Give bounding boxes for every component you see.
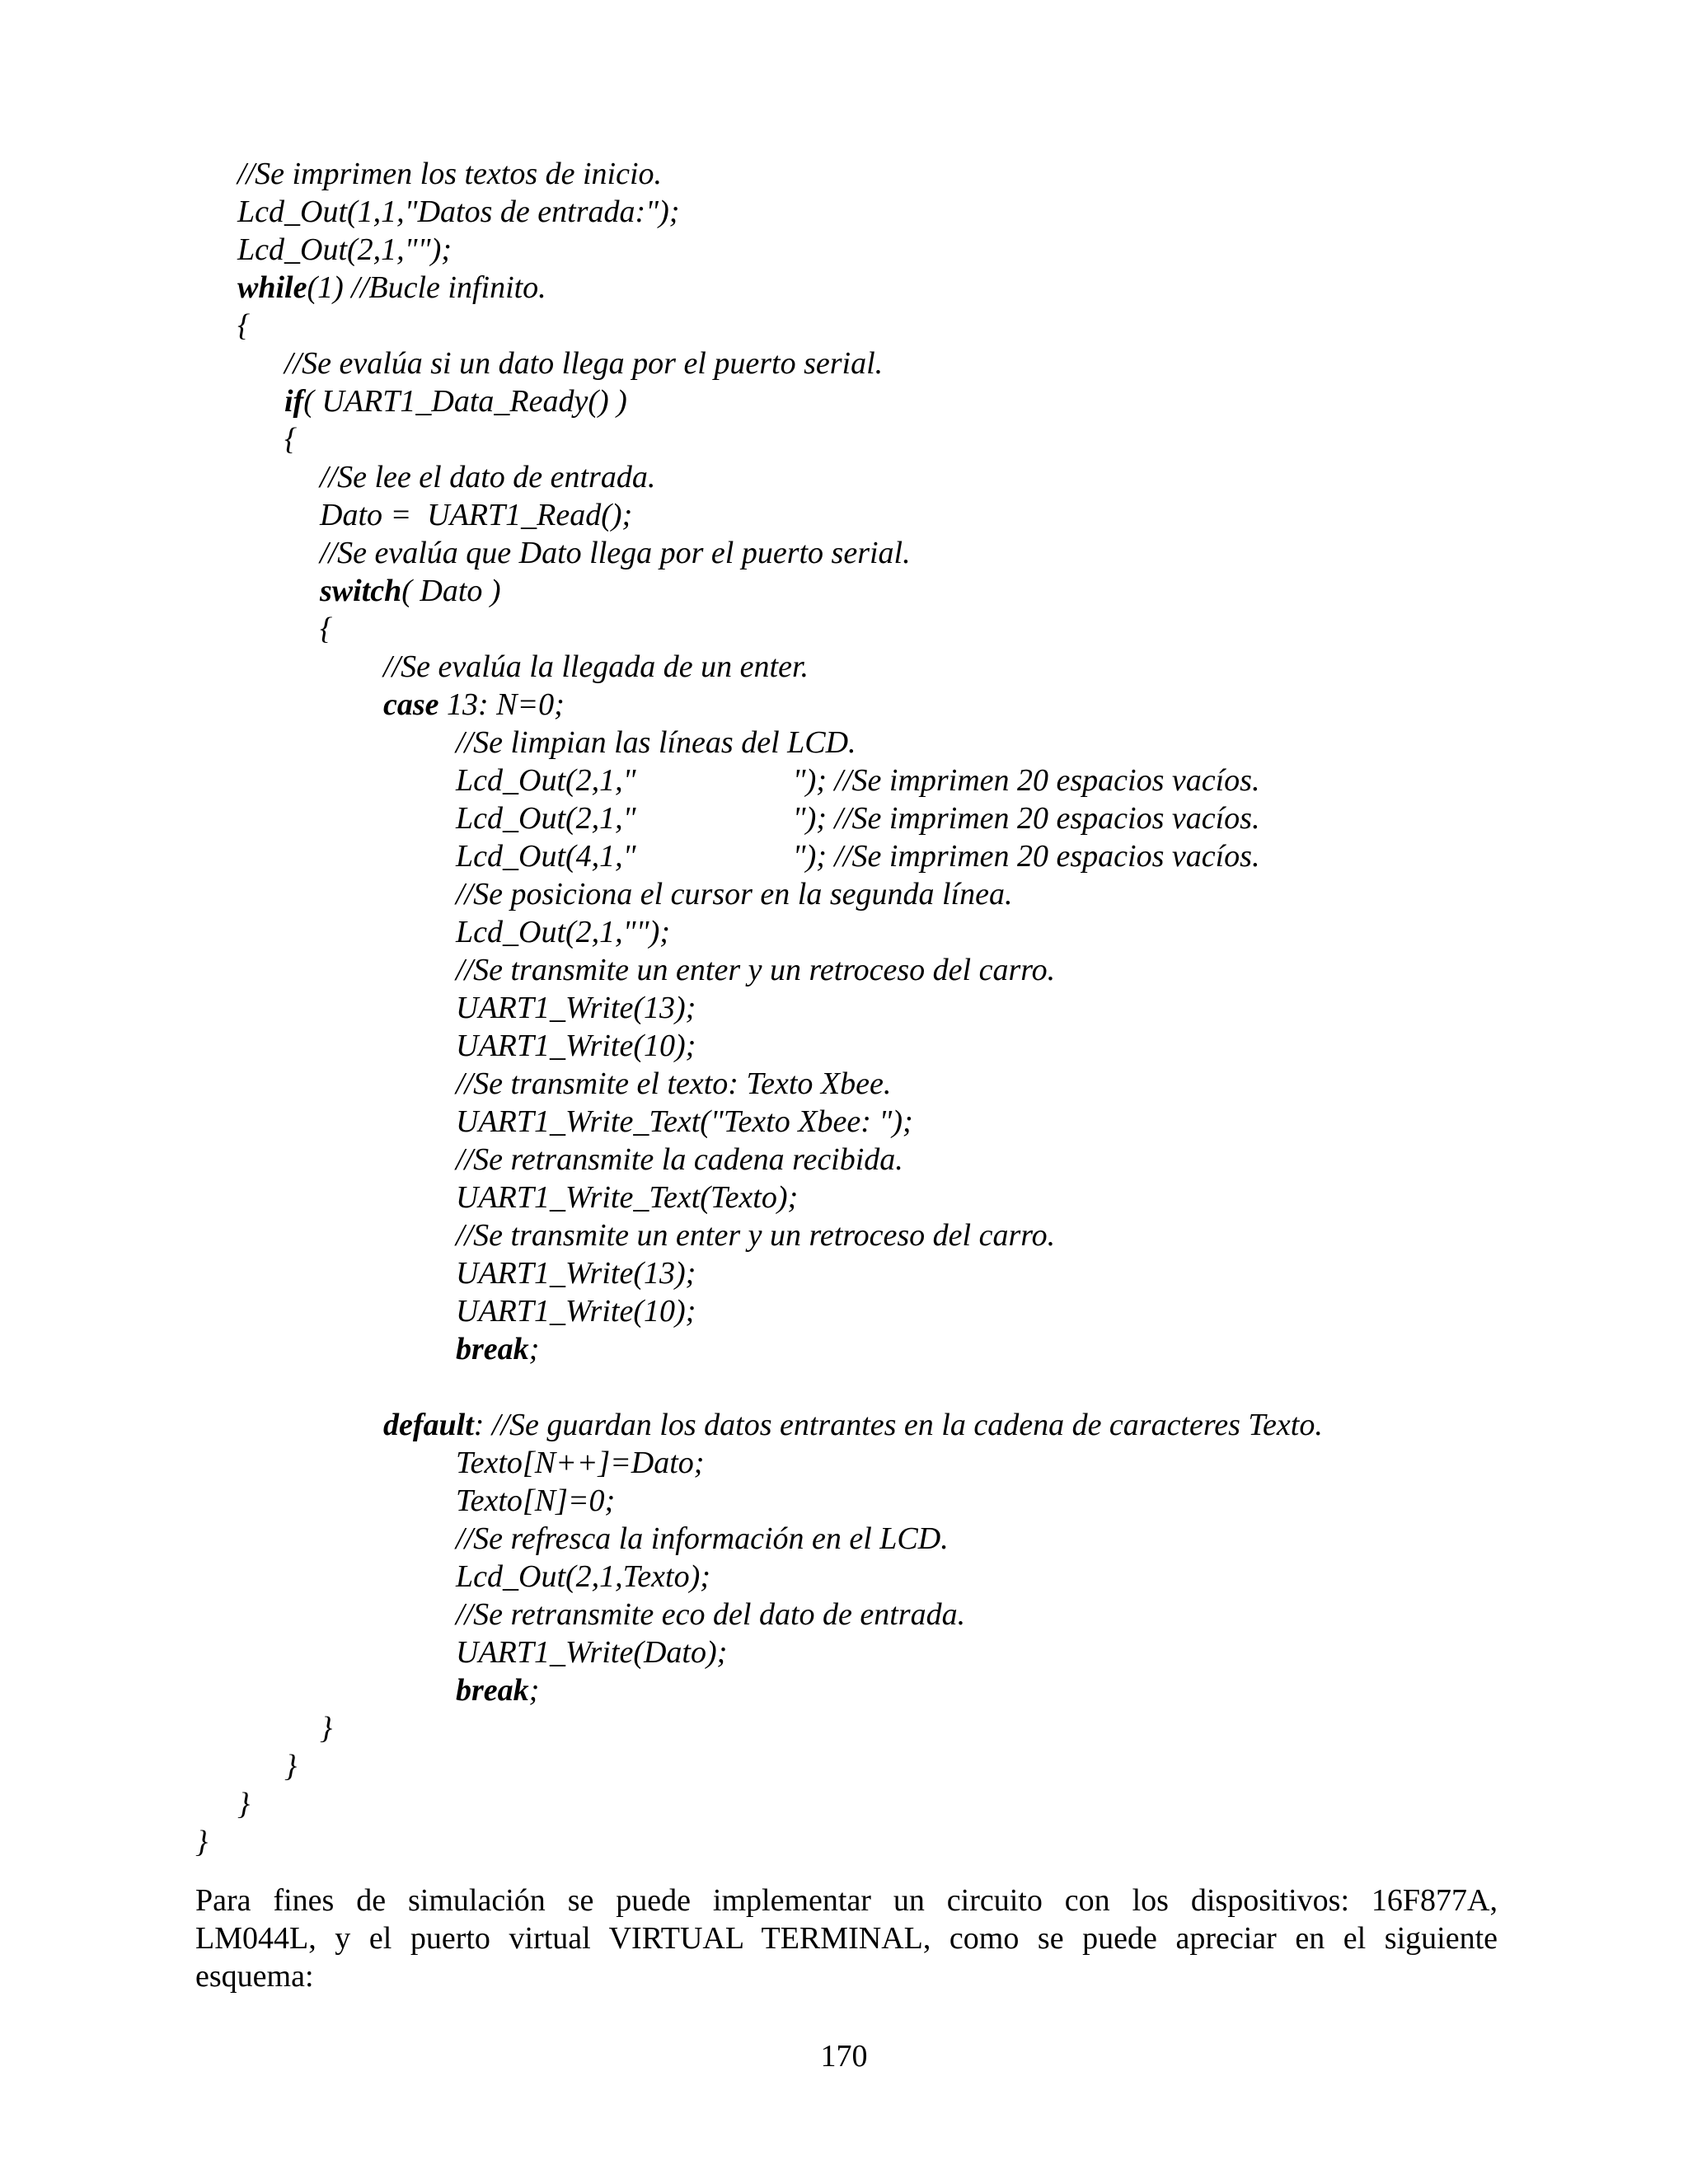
code-text: } [284, 1749, 298, 1783]
code-keyword: default [383, 1408, 474, 1442]
code-text: //Se evalúa si un dato llega por el puerto serial. [284, 346, 884, 381]
code-line [456, 1065, 891, 1103]
code-keyword: if [284, 384, 304, 419]
code-line [456, 1292, 696, 1330]
code-line [284, 1747, 297, 1785]
code-text: (1) //Bucle infinito. [307, 270, 546, 305]
code-text: ( Dato ) [401, 574, 501, 608]
code-line [320, 572, 501, 610]
code-text: //Se transmite un enter y un retroceso del carro. [456, 953, 1056, 987]
code-text: //Se lee el dato de entrada. [320, 460, 656, 494]
code-line [456, 1179, 798, 1216]
paragraph-line: esquema: [195, 1959, 314, 1994]
code-line [456, 913, 670, 951]
code-line [284, 344, 883, 382]
code-text: { [320, 612, 333, 646]
code-text: Lcd_Out(2,1,Texto); [456, 1559, 710, 1594]
code-text: ; [528, 1673, 540, 1708]
code-line [237, 1785, 250, 1823]
code-line [456, 762, 1259, 799]
code-line [383, 648, 809, 686]
code-text: Dato = UART1_Read(); [320, 498, 633, 532]
code-text: Lcd_Out(2,1," "); //Se imprimen 20 espacios vacíos. [456, 763, 1260, 798]
code-line [456, 1141, 903, 1179]
code-line [284, 420, 297, 458]
code-text: UART1_Write(Dato); [456, 1635, 728, 1670]
code-line [195, 1823, 208, 1861]
code-text: //Se posiciona el cursor en la segunda línea. [456, 877, 1013, 912]
code-line [383, 686, 565, 724]
code-text: //Se evalúa la llegada de un enter. [383, 649, 809, 684]
code-text: //Se imprimen los textos de inicio. [237, 157, 663, 191]
code-text: ; [528, 1332, 540, 1366]
code-line [456, 1330, 539, 1368]
code-line [237, 193, 679, 231]
paragraph-line: Para fines de simulación se puede implementar un circuito con los dispositivos: 16F877A, [195, 1883, 1498, 1918]
code-text: } [320, 1711, 333, 1746]
code-text: UART1_Write(10); [456, 1029, 696, 1063]
code-line [320, 496, 632, 534]
code-text: : //Se guardan los datos entrantes en la cadena de caracteres Texto. [473, 1408, 1323, 1442]
code-text: { [284, 422, 298, 457]
code-text: //Se transmite el texto: Texto Xbee. [456, 1066, 892, 1101]
code-line [456, 799, 1259, 837]
code-line [456, 1103, 913, 1141]
code-line [237, 269, 546, 307]
code-line [383, 1406, 1323, 1444]
code-line [456, 1027, 696, 1065]
code-line [320, 534, 911, 572]
code-text: //Se retransmite la cadena recibida. [456, 1142, 903, 1177]
code-line [237, 231, 452, 269]
code-text: Lcd_Out(1,1,"Datos de entrada:"); [237, 194, 680, 229]
code-line [456, 1596, 965, 1633]
code-line [320, 610, 332, 648]
code-line [456, 1558, 710, 1596]
code-line [456, 989, 696, 1027]
code-text: } [195, 1825, 209, 1859]
code-text: ( UART1_Data_Ready() ) [303, 384, 627, 419]
code-text: { [237, 308, 251, 343]
code-text: Lcd_Out(2,1,""); [456, 915, 670, 949]
code-text: Lcd_Out(2,1,""); [237, 232, 452, 267]
code-keyword: case [383, 687, 439, 722]
code-line [456, 1671, 539, 1709]
code-line [320, 1709, 332, 1747]
code-line [456, 1520, 949, 1558]
paragraph-line: LM044L, y el puerto virtual VIRTUAL TERMINAL, como se puede apreciar en el siguiente [195, 1921, 1498, 1956]
code-text: UART1_Write_Text(Texto); [456, 1180, 799, 1215]
code-keyword: break [456, 1673, 529, 1708]
code-line [237, 307, 250, 344]
code-keyword: while [237, 270, 307, 305]
code-text: Texto[N++]=Dato; [456, 1446, 705, 1480]
code-keyword: break [456, 1332, 529, 1366]
code-line [456, 837, 1259, 875]
code-line [456, 1633, 727, 1671]
code-text: UART1_Write(13); [456, 1256, 696, 1291]
code-text: UART1_Write(10); [456, 1294, 696, 1329]
code-line [456, 951, 1055, 989]
code-text: UART1_Write(13); [456, 991, 696, 1025]
code-line [284, 382, 627, 420]
code-line [237, 155, 662, 193]
code-text: Lcd_Out(2,1," "); //Se imprimen 20 espacios vacíos. [456, 801, 1260, 836]
page-number: 170 [820, 2039, 868, 2074]
code-text: UART1_Write_Text("Texto Xbee: "); [456, 1104, 913, 1139]
code-text: 13: N=0; [438, 687, 565, 722]
code-keyword: switch [320, 574, 402, 608]
code-text: Lcd_Out(4,1," "); //Se imprimen 20 espacios vacíos. [456, 839, 1260, 874]
code-line [456, 875, 1012, 913]
code-text: //Se limpian las líneas del LCD. [456, 725, 856, 760]
code-text: //Se refresca la información en el LCD. [456, 1521, 949, 1556]
body-paragraph [195, 1882, 1498, 1995]
code-line [456, 1254, 696, 1292]
code-text: //Se evalúa que Dato llega por el puerto serial. [320, 536, 911, 570]
code-line [456, 1444, 704, 1482]
code-line [456, 724, 856, 762]
code-line [456, 1482, 615, 1520]
code-text: Texto[N]=0; [456, 1483, 616, 1518]
code-line [456, 1216, 1055, 1254]
code-text: } [237, 1787, 251, 1821]
code-text: //Se retransmite eco del dato de entrada. [456, 1597, 966, 1632]
code-line [320, 458, 655, 496]
code-text: //Se transmite un enter y un retroceso del carro. [456, 1218, 1056, 1253]
